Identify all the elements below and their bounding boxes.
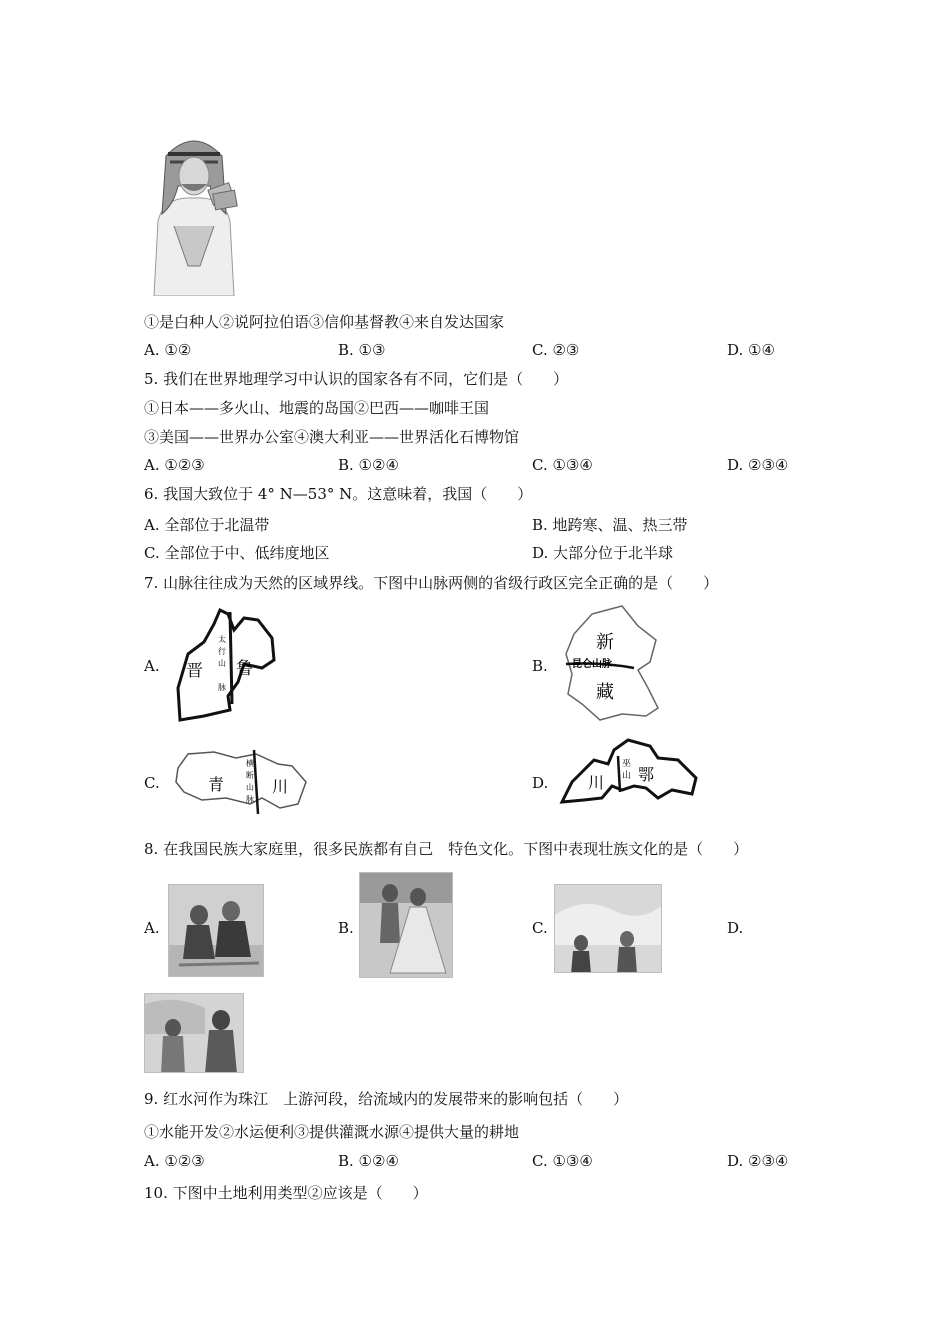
q4-option-b[interactable]: B. ①③ xyxy=(338,341,386,359)
map-a-mtn-1: 行 xyxy=(218,647,226,656)
q8-photo-d[interactable] xyxy=(144,993,244,1073)
q8-option-a-label[interactable]: A. xyxy=(144,919,160,937)
q7-option-a-label[interactable]: A. xyxy=(144,657,160,675)
map-a-mtn-0: 太 xyxy=(218,635,226,644)
arab-man-photo xyxy=(144,126,244,296)
q9-option-b[interactable]: B. ①②④ xyxy=(338,1152,399,1170)
q4-option-c[interactable]: C. ②③ xyxy=(532,341,580,359)
q7-option-b-label[interactable]: B. xyxy=(532,657,548,675)
map-a-right: 鲁 xyxy=(236,659,253,679)
q6-option-b[interactable]: B. 地跨寒、温、热三带 xyxy=(532,516,688,534)
map-d-right: 鄂 xyxy=(638,765,655,784)
q7-map-c[interactable] xyxy=(174,748,309,818)
q5-option-b[interactable]: B. ①②④ xyxy=(338,456,399,474)
photo-b-couple-icon xyxy=(360,873,453,978)
q8-option-c-label[interactable]: C. xyxy=(532,919,548,937)
photo-d-singers-icon xyxy=(145,994,244,1073)
q8-stem: 8. 在我国民族大家庭里，很多民族都有自己 特色文化。下图中表现壮族文化的是（ ） xyxy=(144,840,749,858)
q9-stem: 9. 红水河作为珠江 上游河段，给流域内的发展带来的影响包括（ ） xyxy=(144,1090,629,1108)
map-a-left: 晋 xyxy=(186,661,203,681)
map-d-left: 川 xyxy=(588,773,605,792)
map-c-left: 青 xyxy=(208,775,225,794)
q10-stem: 10. 下图中土地利用类型②应该是（ ） xyxy=(144,1184,428,1202)
q9-option-c[interactable]: C. ①③④ xyxy=(532,1152,593,1170)
q9-statements: ①水能开发②水运便利③提供灌溉水源④提供大量的耕地 xyxy=(144,1123,520,1141)
map-c-mtn-1: 断 xyxy=(246,771,254,780)
q5-option-c[interactable]: C. ①③④ xyxy=(532,456,593,474)
map-c-mtn-3: 脉 xyxy=(246,795,254,804)
q8-option-d-label[interactable]: D. xyxy=(727,919,744,937)
q6-stem: 6. 我国大致位于 4° N—53° N。这意味着，我国（ ） xyxy=(144,485,533,503)
q5-option-d[interactable]: D. ②③④ xyxy=(727,456,789,474)
q7-option-d-label[interactable]: D. xyxy=(532,774,549,792)
q8-photo-c[interactable] xyxy=(554,884,662,973)
q6-option-c[interactable]: C. 全部位于中、低纬度地区 xyxy=(144,544,330,562)
map-d-mtn-1: 山 xyxy=(622,771,632,781)
q6-option-a[interactable]: A. 全部位于北温带 xyxy=(144,516,270,534)
q7-map-a[interactable] xyxy=(174,604,284,724)
q4-option-a[interactable]: A. ①② xyxy=(144,341,192,359)
arab-man-illustration xyxy=(144,126,244,296)
q5-stem: 5. 我们在世界地理学习中认识的国家各有不同，它们是（ ） xyxy=(144,370,569,388)
map-d-mtn-0: 巫 xyxy=(622,759,632,769)
q7-map-d[interactable] xyxy=(558,738,700,810)
map-c-mtn-2: 山 xyxy=(246,783,254,792)
map-c-right: 川 xyxy=(272,777,289,796)
map-a-mtn-2: 山 xyxy=(218,659,226,668)
q6-option-d[interactable]: D. 大部分位于北半球 xyxy=(532,544,674,562)
photo-c-water-festival-icon xyxy=(555,885,662,973)
q7-option-c-label[interactable]: C. xyxy=(144,774,160,792)
map-b-mountain: 昆仑山脉 xyxy=(572,659,612,670)
q5-line2: ③美国——世界办公室④澳大利亚——世界活化石博物馆 xyxy=(144,428,520,446)
map-a-mtn-3: 脉 xyxy=(218,683,226,692)
q5-option-a[interactable]: A. ①②③ xyxy=(144,456,205,474)
photo-a-dancers-icon xyxy=(169,885,264,977)
q8-photo-a[interactable] xyxy=(168,884,264,977)
q4-statements: ①是白种人②说阿拉伯语③信仰基督教④来自发达国家 xyxy=(144,313,505,331)
q8-photo-b[interactable] xyxy=(359,872,453,978)
q7-map-b[interactable] xyxy=(562,604,662,722)
q4-option-d[interactable]: D. ①④ xyxy=(727,341,775,359)
q9-option-d[interactable]: D. ②③④ xyxy=(727,1152,789,1170)
q7-stem: 7. 山脉往往成为天然的区域界线。下图中山脉两侧的省级行政区完全正确的是（ ） xyxy=(144,574,719,592)
q5-line1: ①日本——多火山、地震的岛国②巴西——咖啡王国 xyxy=(144,399,490,417)
map-b-bottom: 藏 xyxy=(596,682,614,703)
q9-option-a[interactable]: A. ①②③ xyxy=(144,1152,205,1170)
q8-option-b-label[interactable]: B. xyxy=(338,919,354,937)
map-c-mtn-0: 横 xyxy=(246,759,254,768)
map-b-top: 新 xyxy=(596,632,614,653)
